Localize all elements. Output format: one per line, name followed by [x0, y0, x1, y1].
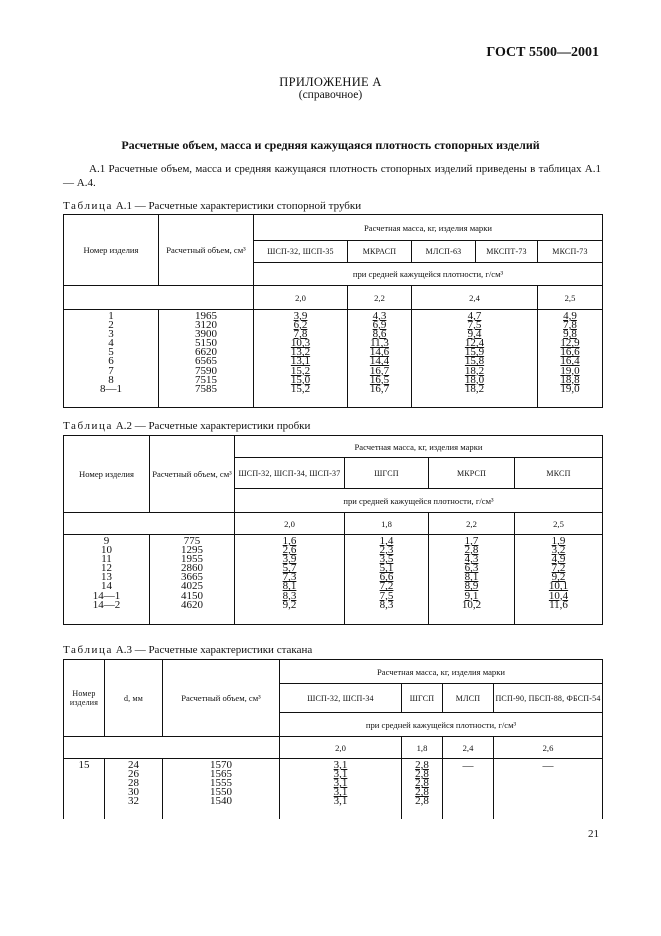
table2-mass-header: Расчетная масса, кг, изделия марки	[235, 436, 603, 458]
table3-mass-header: Расчетная масса, кг, изделия марки	[280, 660, 603, 684]
table-cell-value: 5	[108, 346, 114, 359]
table3-d	[105, 759, 163, 819]
table-cell-value: 9,2	[282, 598, 297, 611]
table-cell-value: 4,3	[464, 553, 479, 566]
table-cell-value: 30	[128, 786, 139, 799]
table-cell-value: 2	[108, 319, 114, 332]
table2-density-header: при средней кажущейся плотности, г/см³	[235, 489, 603, 513]
table-cell-value: 3,1	[333, 768, 348, 781]
table-cell-value: 4150	[181, 589, 203, 602]
table-cell-value: 7590	[195, 364, 217, 377]
table-cell-value: 4,7	[467, 310, 482, 322]
table2-density: 2,2	[429, 513, 515, 535]
table-cell-value: 10,4	[548, 589, 569, 602]
table-cell-value: 15,8	[464, 355, 485, 368]
table-cell-value: 3120	[195, 319, 217, 332]
table1-density: 2,2	[348, 286, 412, 310]
table3-blank	[64, 737, 280, 759]
table1-mass-mkrasp	[348, 310, 412, 408]
table1-col-volume: Расчетный объем, см³	[159, 215, 254, 286]
table2-brand: МКРСП	[429, 458, 515, 489]
table2-mass-2	[345, 535, 429, 625]
table3-volumes	[163, 759, 280, 819]
table3-col-volume: Расчетный объем, см³	[163, 660, 280, 737]
table3-mass-2	[402, 759, 443, 819]
table-cell-value: 24	[128, 759, 139, 771]
table-cell-value: 3	[108, 328, 114, 341]
table-cell-value: 19,0	[560, 364, 580, 377]
table1-col-item: Номер изделия	[64, 215, 159, 286]
table1-brand: ШСП-32, ШСП-35	[254, 241, 348, 263]
table-cell-value: 3,1	[333, 795, 348, 808]
table1-caption-rest: А.1 — Расчетные характеристики стопорной трубки	[113, 200, 362, 212]
table-cell-value: 8,1	[464, 571, 479, 584]
table1-items	[64, 310, 159, 408]
table-cell-value: 6,3	[464, 562, 479, 575]
table3-mass-3: —	[443, 759, 494, 819]
table2-mass-1	[235, 535, 345, 625]
table-cell-value: 3,1	[333, 786, 348, 799]
table-cell-value: 4,9	[563, 310, 577, 322]
table3-brand: ШСП-32, ШСП-34	[280, 684, 402, 713]
table-cell-value: 18,8	[560, 373, 580, 386]
table-cell-value: 11,3	[370, 337, 389, 350]
table2	[63, 435, 603, 625]
table1-brand: МКСПТ-73	[476, 241, 538, 263]
table3	[63, 659, 603, 819]
table-cell-value: 3,1	[333, 759, 348, 771]
table-cell-value: 9,8	[563, 328, 577, 341]
table1-density: 2,4	[412, 286, 538, 310]
table-cell-value: 16,7	[369, 382, 390, 395]
table-cell-value: 6,9	[372, 319, 387, 332]
table-cell-value: 12,9	[560, 337, 580, 350]
table-cell-value: 6565	[195, 355, 217, 368]
table-cell-value: 9,1	[464, 589, 479, 602]
table-cell-value: 16,4	[560, 355, 580, 368]
table-cell-value: 7585	[195, 382, 217, 395]
table-cell-value: 3,2	[551, 544, 566, 557]
table-cell-value: 4,9	[551, 553, 566, 566]
table-cell-value: 8	[108, 373, 114, 386]
table3-density-header: при средней кажущейся плотности, г/см³	[280, 713, 603, 737]
table-cell-value: 3665	[181, 571, 203, 584]
table-cell-value: 11,6	[549, 598, 568, 611]
table1-mass-mksp	[538, 310, 603, 408]
table3-brand: ШГСП	[402, 684, 443, 713]
table-cell-value: 12,4	[464, 337, 485, 350]
appendix-subtitle: (справочное)	[298, 89, 363, 101]
table-cell-value: 1570	[210, 759, 232, 771]
table1-mass-24	[412, 310, 538, 408]
table1-brand: МЛСП-63	[412, 241, 476, 263]
table3-caption-prefix: Таблица	[63, 644, 113, 656]
table-cell-value: 7,5	[379, 589, 394, 602]
appendix-title: ПРИЛОЖЕНИЕ А	[279, 75, 382, 89]
table-cell-value: 28	[128, 777, 139, 790]
table-cell-value: 2,8	[415, 768, 429, 781]
table3-brand: МЛСП	[443, 684, 494, 713]
table-cell-value: 2,8	[415, 759, 429, 771]
table2-col-item: Номер изделия	[64, 436, 150, 513]
table3-col-item: Номер изделия	[64, 660, 105, 737]
table-cell-value: 2,8	[415, 795, 429, 808]
table1-caption-prefix: Таблица	[63, 200, 113, 212]
table1-volumes	[159, 310, 254, 408]
table-cell-value: 2,8	[464, 544, 479, 557]
table-cell-value: 9,2	[551, 571, 566, 584]
table2-brand: МКСП	[515, 458, 603, 489]
table-cell-value: 10,1	[548, 580, 569, 593]
table-cell-value: 15,2	[290, 364, 311, 377]
table1-brand: МКСП-73	[538, 241, 603, 263]
table3-density: 2,6	[494, 737, 603, 759]
table-cell-value: 14	[101, 580, 112, 593]
table1-blank	[64, 286, 254, 310]
table-cell-value: 4620	[181, 598, 203, 611]
table-cell-value: 13,1	[290, 355, 311, 368]
table-cell-value: 13	[101, 571, 112, 584]
table3-density: 2,4	[443, 737, 494, 759]
table-cell-value: 14,6	[369, 346, 390, 359]
table-cell-value: 9	[103, 535, 110, 547]
table-cell-value: 12	[101, 562, 112, 575]
table-cell-value: 7,2	[379, 580, 394, 593]
table3-density: 2,0	[280, 737, 402, 759]
table-cell-value: 18,0	[464, 373, 485, 386]
table-cell-value: 3,9	[293, 310, 308, 322]
table2-caption	[63, 420, 310, 432]
table-cell-value: 10	[101, 544, 112, 557]
table1-mass-shsp	[254, 310, 348, 408]
table-cell-value: 15,0	[290, 373, 311, 386]
table-cell-value: 2,8	[415, 786, 429, 799]
table-cell-value: 1540	[210, 795, 232, 808]
table-cell-value: 7,8	[293, 328, 308, 341]
table-cell-value: 6	[108, 355, 114, 368]
table2-col-volume: Расчетный объем, см³	[150, 436, 235, 513]
table3-brand: ПСП-90, ПБСП-88, ФБСП-54	[494, 684, 603, 713]
table3-density: 1,8	[402, 737, 443, 759]
table2-brand: ШГСП	[345, 458, 429, 489]
table-cell-value: 1	[108, 310, 114, 322]
table3-item: 15	[64, 759, 105, 819]
section-title: Расчетные объем, масса и средняя кажущаяся плотность стопорных изделий	[121, 138, 540, 152]
table-cell-value: 1550	[210, 786, 232, 799]
table2-density: 1,8	[345, 513, 429, 535]
table3-caption-rest: А.3 — Расчетные характеристики стакана	[113, 644, 313, 656]
table-cell-value: 8—1	[100, 382, 122, 395]
table3-mass-1	[280, 759, 402, 819]
table-cell-value: 8,9	[464, 580, 479, 593]
table2-mass-3	[429, 535, 515, 625]
table-cell-value: 5,7	[282, 562, 297, 575]
table3-caption	[63, 644, 312, 656]
table-cell-value: 2,8	[415, 777, 429, 790]
table-cell-value: 14,4	[369, 355, 390, 368]
table-cell-value: 19,0	[560, 382, 580, 395]
table-cell-value: 1965	[195, 310, 217, 322]
table-cell-value: 6,6	[379, 571, 394, 584]
table-cell-value: 3900	[195, 328, 217, 341]
table-cell-value: 26	[128, 768, 139, 781]
table-cell-value: 1555	[210, 777, 232, 790]
table-cell-value: 5150	[195, 337, 217, 350]
table2-caption-rest: А.2 — Расчетные характеристики пробки	[113, 420, 311, 432]
table2-items	[64, 535, 150, 625]
table-cell-value: 32	[128, 795, 139, 808]
table-cell-value: 13,2	[290, 346, 311, 359]
table1	[63, 214, 603, 408]
table1-brand: МКРАСП	[348, 241, 412, 263]
table-cell-value: 2,3	[379, 544, 394, 557]
table-cell-value: 3,5	[379, 553, 394, 566]
table1-density: 2,0	[254, 286, 348, 310]
table-cell-value: 8,6	[372, 328, 387, 341]
table-cell-value: 16,7	[369, 364, 390, 377]
table1-caption	[63, 200, 361, 212]
table1-mass-header: Расчетная масса, кг, изделия марки	[254, 215, 603, 241]
table-cell-value: 2,6	[282, 544, 297, 557]
table2-density: 2,5	[515, 513, 603, 535]
table-cell-value: 14—1	[92, 589, 121, 602]
table2-density: 2,0	[235, 513, 345, 535]
table-cell-value: 16,6	[560, 346, 580, 359]
table3-mass-4: —	[494, 759, 603, 819]
table2-mass-4	[515, 535, 603, 625]
table-cell-value: 7,3	[282, 571, 297, 584]
table-cell-value: 2860	[181, 562, 203, 575]
table-cell-value: 15,2	[290, 382, 311, 395]
table-cell-value: 9,4	[467, 328, 482, 341]
table-cell-value: 15,9	[464, 346, 485, 359]
table1-density: 2,5	[538, 286, 603, 310]
table-cell-value: 4	[108, 337, 114, 350]
table2-brand: ШСП-32, ШСП-34, ШСП-37	[235, 458, 345, 489]
table-cell-value: 4025	[181, 580, 203, 593]
table-cell-value: 1295	[181, 544, 203, 557]
table-cell-value: 3,1	[333, 777, 348, 790]
table-cell-value: 1,9	[551, 535, 566, 547]
table3-col-d: d, мм	[105, 660, 163, 737]
table-cell-value: 1,6	[282, 535, 297, 547]
table2-caption-prefix: Таблица	[63, 420, 113, 432]
table-cell-value: 775	[183, 535, 201, 547]
table-cell-value: 6620	[195, 346, 217, 359]
table-cell-value: 6,2	[293, 319, 308, 332]
intro-paragraph: А.1 Расчетные объем, масса и средняя кажущаяся плотность стопорных изделий приведены в таблицах А.1 — А.4.	[63, 163, 601, 189]
table-cell-value: 7,8	[563, 319, 577, 332]
table2-blank	[64, 513, 235, 535]
table-cell-value: 14—2	[92, 598, 121, 611]
table-cell-value: 7515	[195, 373, 217, 386]
table1-density-header: при средней кажущейся плотности, г/см³	[254, 263, 603, 286]
table-cell-value: 10,2	[461, 598, 482, 611]
table2-volumes	[150, 535, 235, 625]
table-cell-value: 18,2	[464, 364, 485, 377]
table-cell-value: 7,2	[551, 562, 566, 575]
table-cell-value: 8,3	[282, 589, 297, 602]
table-cell-value: 1,7	[464, 535, 479, 547]
table-cell-value: 18,2	[464, 382, 485, 395]
document-code: ГОСТ 5500—2001	[486, 45, 599, 60]
table-cell-value: 11	[101, 553, 112, 566]
table-cell-value: 3,9	[282, 553, 297, 566]
table-cell-value: 1565	[210, 768, 232, 781]
table-cell-value: 7,5	[467, 319, 482, 332]
table-cell-value: 5,1	[379, 562, 394, 575]
table-cell-value: 1955	[181, 553, 203, 566]
page-number: 21	[588, 828, 599, 840]
table-cell-value: 1,4	[379, 535, 394, 547]
table-cell-value: 8,3	[379, 598, 394, 611]
table-cell-value: 8,1	[282, 580, 297, 593]
table-cell-value: 7	[108, 364, 114, 377]
table-cell-value: 16,5	[369, 373, 390, 386]
table-cell-value: 4,3	[372, 310, 387, 322]
table-cell-value: 10,3	[290, 337, 311, 350]
